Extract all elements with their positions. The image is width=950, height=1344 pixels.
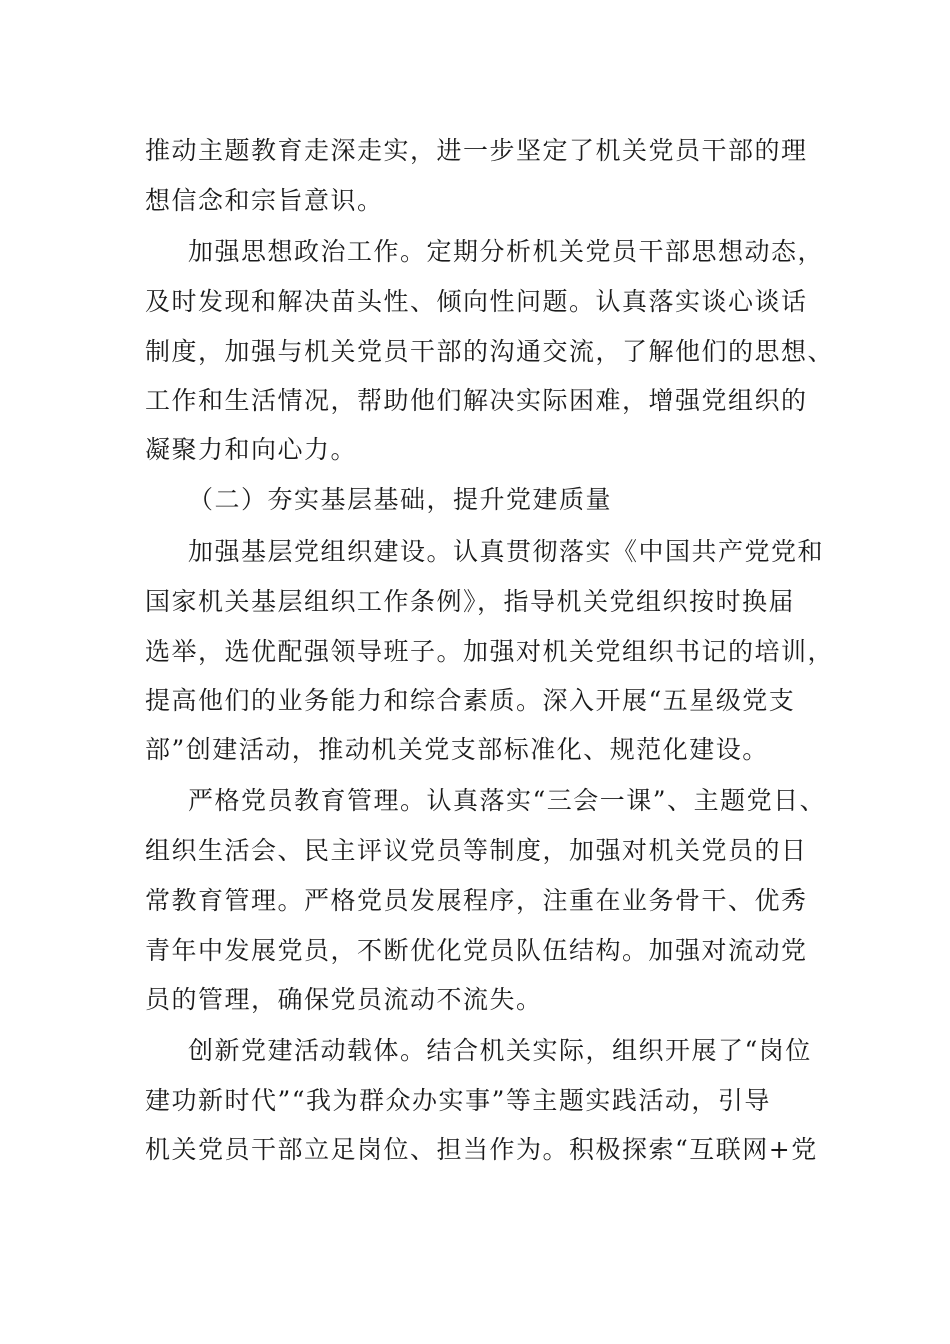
paragraph-line: 凝聚力和向心力。 xyxy=(145,435,358,464)
paragraph-line: 组织生活会、民主评议党员等制度，加强对机关党员的日 xyxy=(145,836,808,865)
paragraph-line: 想信念和宗旨意识。 xyxy=(145,186,384,215)
paragraph-line: 常教育管理。严格党员发展程序，注重在业务骨干、优秀 xyxy=(145,886,808,915)
section-heading: （二）夯实基层基础，提升党建质量 xyxy=(188,485,613,514)
paragraph-line: 推动主题教育走深走实，进一步坚定了机关党员干部的理 xyxy=(145,136,808,165)
paragraph-line: 选举，选优配强领导班子。加强对机关党组织书记的培训， xyxy=(145,637,835,666)
paragraph-line: 国家机关基层组织工作条例》，指导机关党组织按时换届 xyxy=(145,587,796,616)
paragraph-line: 制度，加强与机关党员干部的沟通交流，了解他们的思想、 xyxy=(145,337,835,366)
paragraph-line: 及时发现和解决苗头性、倾向性问题。认真落实谈心谈话 xyxy=(145,287,808,316)
paragraph-first-line: 严格党员教育管理。认真落实“三会一课”、主题党日、 xyxy=(188,786,827,815)
paragraph-line: 部”创建活动，推动机关党支部标准化、规范化建设。 xyxy=(145,735,769,764)
paragraph-line: 工作和生活情况，帮助他们解决实际困难，增强党组织的 xyxy=(145,386,808,415)
paragraph-line: 提高他们的业务能力和综合素质。深入开展“五星级党支 xyxy=(145,686,796,715)
paragraph-line: 建功新时代”“我为群众办实事”等主题实践活动，引导 xyxy=(145,1086,771,1115)
paragraph-first-line: 加强思想政治工作。定期分析机关党员干部思想动态， xyxy=(188,237,825,266)
paragraph-first-line: 创新党建活动载体。结合机关实际，组织开展了“岗位 xyxy=(188,1036,812,1065)
paragraph-line: 机关党员干部立足岗位、担当作为。积极探索“互联网+党 xyxy=(145,1135,818,1164)
paragraph-line: 青年中发展党员，不断优化党员队伍结构。加强对流动党 xyxy=(145,936,808,965)
paragraph-first-line: 加强基层党组织建设。认真贯彻落实《中国共产党党和 xyxy=(188,537,825,566)
paragraph-line: 员的管理，确保党员流动不流失。 xyxy=(145,985,543,1014)
